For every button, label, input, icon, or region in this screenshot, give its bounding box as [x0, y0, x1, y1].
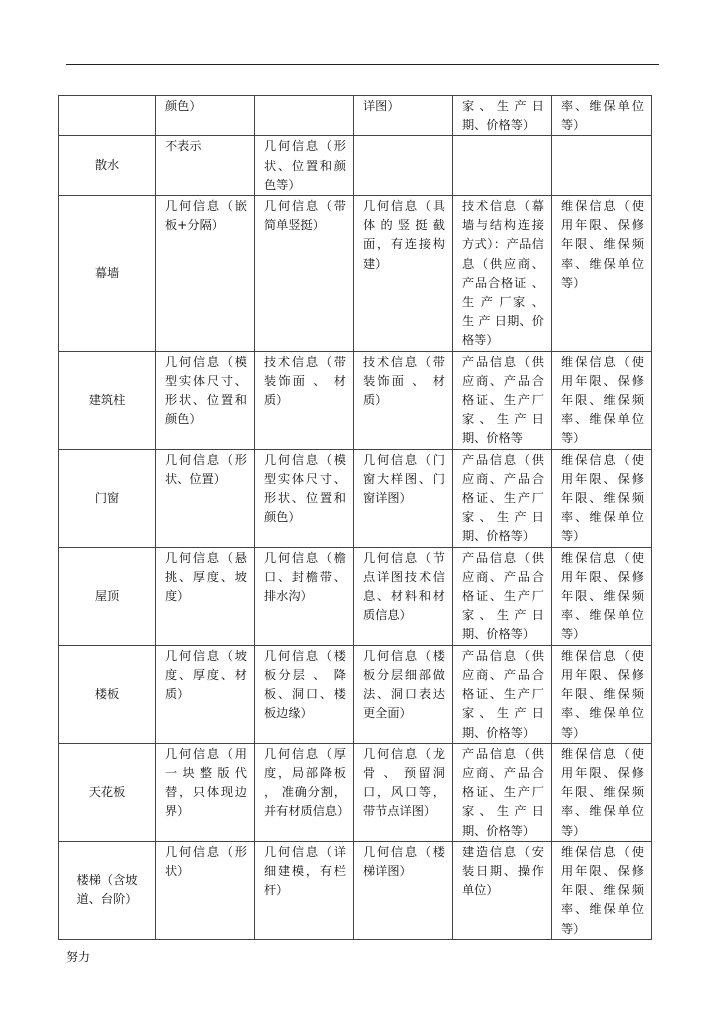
table-row: [59, 841, 652, 939]
lod-300-cell: 几何信息（门窗大样图、门窗详图）: [354, 449, 453, 547]
lod-400-cell: 家 、 生 产 日期、价格等）: [453, 96, 552, 136]
component-name: 建筑柱: [59, 351, 156, 449]
lod-info-table: [58, 95, 652, 940]
lod-500-cell: 维保信息（使用年限、保修年限、维保频率、维保单位等）: [552, 841, 652, 939]
lod-300-cell: 几何信息（楼板分层细部做法、洞口表达更全面）: [354, 645, 453, 743]
lod-300-cell: 详图）: [354, 96, 453, 136]
component-name: 楼板: [59, 645, 156, 743]
lod-200-cell: [255, 96, 354, 136]
page-footer: 努力: [66, 950, 91, 964]
table-row: [59, 96, 652, 136]
table-row: [59, 743, 652, 841]
lod-200-cell: 几何信息（楼板分层 、 降板、洞口、楼板边缘）: [255, 645, 354, 743]
component-name: 幕墙: [59, 196, 156, 352]
table-row: [59, 645, 652, 743]
table-row: [59, 547, 652, 645]
lod-500-cell: 维保信息（使用年限、保修年限、维保频率、维保单位等）: [552, 547, 652, 645]
lod-400-cell: 产品信息（供应商、产品合格证、生产厂家 、 生 产 日期、价格等）: [453, 547, 552, 645]
header-rule: [66, 64, 659, 65]
lod-100-cell: 几何信息（形状）: [156, 841, 255, 939]
lod-300-cell: 几何信息（楼梯详图）: [354, 841, 453, 939]
lod-300-cell: 几何信息（龙骨 、 预留洞口，风口等，带节点详图）: [354, 743, 453, 841]
lod-400-cell: 产品信息（供应商、产品合格证、生产厂家 、 生 产 日期、价格等）: [453, 449, 552, 547]
component-name: 门窗: [59, 449, 156, 547]
table-row: [59, 136, 652, 196]
component-name: 散水: [59, 136, 156, 196]
table-row: [59, 196, 652, 352]
lod-400-cell: 产品信息（供应商、产品合格证、生产厂家 、 生 产 日期、价格等）: [453, 743, 552, 841]
lod-200-cell: 几何信息（详细建模，有栏杆）: [255, 841, 354, 939]
lod-200-cell: 几何信息（带简单竖挺）: [255, 196, 354, 352]
lod-500-cell: [552, 136, 652, 196]
lod-500-cell: 维保信息（使用年限、保修年限、维保频率、维保单位等）: [552, 743, 652, 841]
lod-200-cell: 几何信息（模型实体尺寸、形状、位置和颜色）: [255, 449, 354, 547]
lod-500-cell: 维保信息（使用年限、保修年限、维保频率、维保单位等）: [552, 449, 652, 547]
lod-400-cell: [453, 136, 552, 196]
lod-400-cell: 产品信息（供应商、产品合格证、生产厂家 、 生 产 日期、价格等: [453, 351, 552, 449]
component-name: 天花板: [59, 743, 156, 841]
component-name: 楼梯（含坡道、台阶）: [59, 841, 156, 939]
lod-500-cell: 维保信息（使用年限、保修年限、维保频率、维保单位等）: [552, 645, 652, 743]
component-name: 屋顶: [59, 547, 156, 645]
lod-300-cell: 几何信息（具体的竖挺截面，有连接构建）: [354, 196, 453, 352]
component-name: [59, 96, 156, 136]
lod-100-cell: 几何信息（用一块整版代替，只体现边界）: [156, 743, 255, 841]
lod-100-cell: 几何信息（悬挑、厚度、坡度）: [156, 547, 255, 645]
lod-500-cell: 维保信息（使用年限、保修年限、维保频率、维保单位等）: [552, 351, 652, 449]
lod-200-cell: 技术信息（带装饰面 、 材质）: [255, 351, 354, 449]
lod-200-cell: 几何信息（檐口、封檐带、排水沟）: [255, 547, 354, 645]
lod-300-cell: 几何信息（节点详图技术信息、材料和材质信息）: [354, 547, 453, 645]
lod-500-cell: 率、维保单位等）: [552, 96, 652, 136]
lod-500-cell: 维保信息（使用年限、保修年限、维保频率、维保单位等）: [552, 196, 652, 352]
lod-200-cell: 几何信息（厚度，局部降板 ， 准确分割，并有材质信息）: [255, 743, 354, 841]
table-row: [59, 449, 652, 547]
lod-100-cell: 几何信息（嵌板+分隔）: [156, 196, 255, 352]
lod-200-cell: 几何信息（形状、位置和颜色等）: [255, 136, 354, 196]
lod-100-cell: 几何信息（模型实体尺寸、形状、位置和颜色）: [156, 351, 255, 449]
lod-400-cell: 建造信息（安装日期、操作单位）: [453, 841, 552, 939]
table-row: [59, 351, 652, 449]
lod-100-cell: 不表示: [156, 136, 255, 196]
lod-100-cell: 颜色）: [156, 96, 255, 136]
lod-100-cell: 几何信息（形状、位置）: [156, 449, 255, 547]
lod-300-cell: [354, 136, 453, 196]
lod-100-cell: 几何信息（坡度、厚度、材质）: [156, 645, 255, 743]
lod-400-cell: 技术信息（幕墙与结构连接方式）：产品信息（供应商、产品合格证 、 生 产 厂家 、 生 产 日期、价格等）: [453, 196, 552, 352]
lod-400-cell: 产品信息（供应商、产品合格证、生产厂家 、 生 产 日期、价格等）: [453, 645, 552, 743]
lod-300-cell: 技术信息（带装饰面 、 材质）: [354, 351, 453, 449]
